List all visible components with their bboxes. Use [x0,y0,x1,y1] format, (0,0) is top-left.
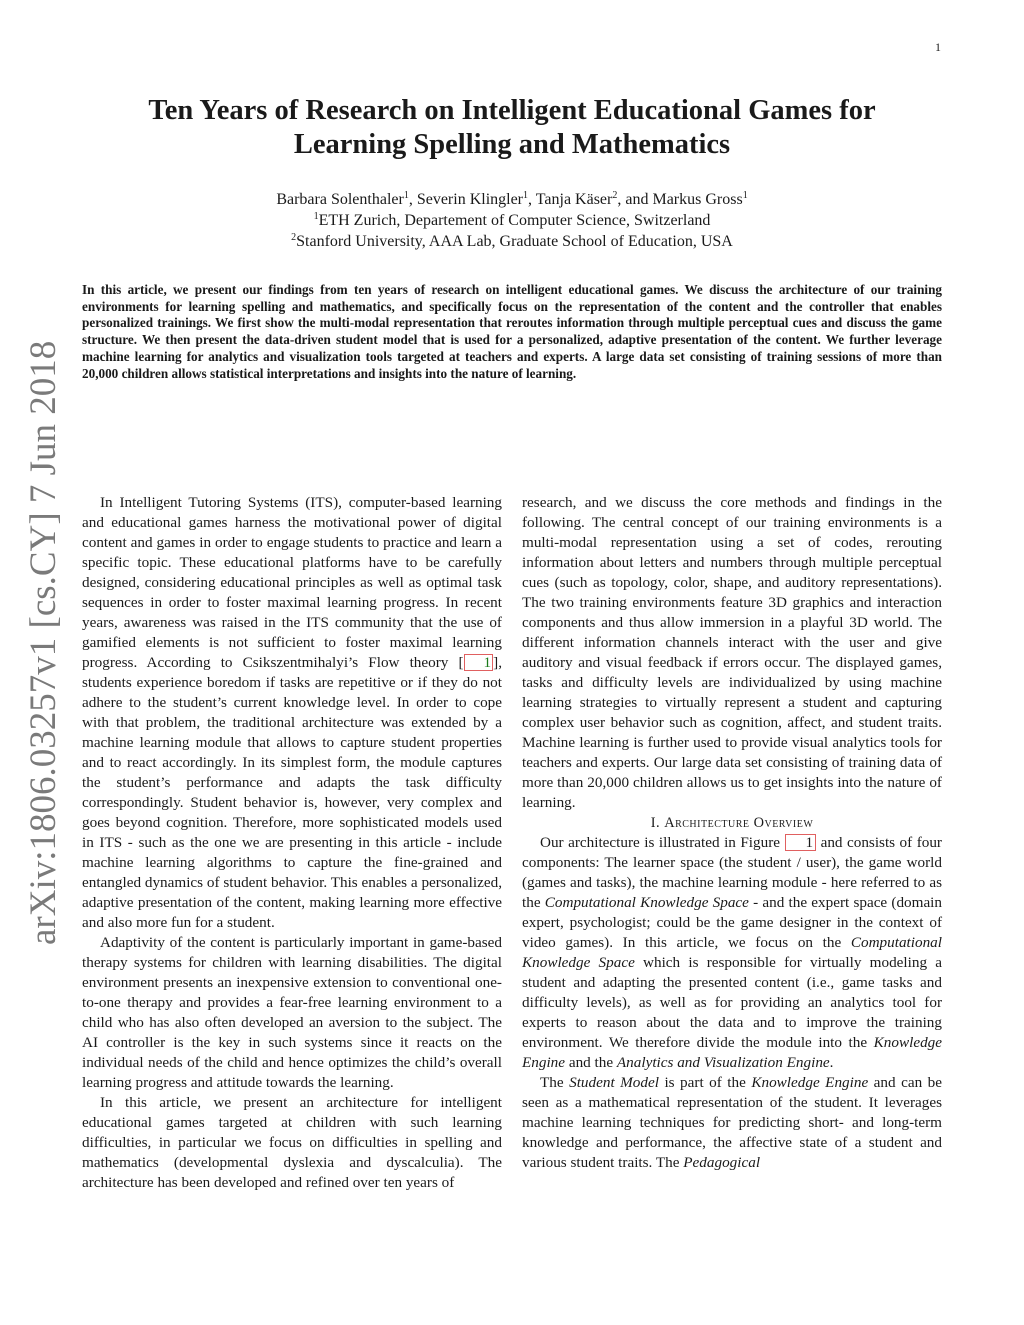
arch-p1-text-d: which is responsible for virtually modeling a student and adapting the presented content (i.e., game tasks and difficulty levels), as well as for providing an analytics tool for experts to reason about the data and to improve the training environment. We therefore divide the module into the [522,954,942,1051]
author-1: Barbara Solenthaler [276,191,404,208]
arch-p1-em-2: Computational Knowledge Space [522,934,942,971]
author-4-affil: 1 [742,190,748,201]
architecture-paragraph-1 [522,833,942,1073]
affiliation-2-mark: 2 [291,232,297,243]
arch-p2-text-c: and can be seen as a mathematical representation of the student. It leverages machine learning techniques for predicting short- and long-term knowledge and performance, the affective state of a student and various student traits. The [522,1074,942,1171]
author-4: Markus Gross [652,191,743,208]
affiliation-1-text: ETH Zurich, Departement of Computer Science, Switzerland [318,212,711,229]
section-title: Architecture Overview [664,815,814,831]
affiliation-1 [80,210,944,231]
left-column [82,493,502,1193]
author-3: Tanja Käser [535,191,613,208]
section-number: I. [650,815,665,831]
intro-paragraph-1 [82,493,502,933]
arch-p1-em-1: Computational Knowledge Space [544,894,749,911]
author-2-affil: 1 [523,190,529,201]
author-sep-3: , and [617,191,653,208]
arch-p1-text-b: and consists of four components: The learner space (the student / user), the game world (games and tasks), the machine learning module - here referred to as the [522,834,942,911]
arch-p2-em-3: Pedagogical [683,1154,761,1171]
author-2: Severin Klingler [416,191,524,208]
abstract: In this article, we present our findings from ten years of research on intelligent educational games. We discuss the architecture of our training environments for learning spelling and mathematics, and specifically focus on the representation of the content and the controller that enables personalized trainings. We first show the multi-modal representation that reroutes information through multiple perceptual cues and discuss the game structure. We then present the data-driven student model that is used for a personalized, adaptive presentation of the content. We further leverage machine learning for analytics and visualization tools targeted at teachers and experts. A large data set consisting of training sessions of more than 20,000 children allows statistical interpretations and insights into the nature of learning. [82,282,942,381]
intro-paragraph-3: In this article, we present an architecture for intelligent educational games targeted at children with such learning difficulties, in particular we focus on difficulties in spelling and mathematics (developmental dyslexia and dyscalculia). The architecture has been developed and refined over ten years of [82,1094,502,1191]
author-list [80,189,944,210]
author-3-affil: 2 [612,190,618,201]
title-line-1: Ten Years of Research on Intelligent Educational Games for [148,95,876,126]
affiliation-2 [80,231,944,252]
affiliation-2-text: Stanford University, AAA Lab, Graduate School of Education, USA [296,233,733,250]
intro-paragraph-continued: research, and we discuss the core methods and findings in the following. The central concept of our training environments is a multi-modal representation using a set of codes, rerouting information about letters and numbers through multiple perceptual cues (such as topology, color, shape, and auditory representations). The two training environments feature 3D graphics and interaction components and thus allow immersion in a playful 3D world. The different information channels interact with the user and give auditory and visual feedback if errors occur. The displayed games, tasks and difficulty levels are individualized by using machine learning strategies to virtually represent a student and capturing complex user behavior such as cognition, affect, and student traits. Machine learning is further used to provide visual analytics tools for teachers and experts. Our large data set consisting of training data of more than 20,000 children allows us to get insights into the nature of learning. [522,494,942,811]
arch-p1-text-c: - and the expert space (domain expert, psychologist; could be the game designer in the context of video games). In this article, we focus on the [522,894,942,951]
arch-p2-text-a: The [540,1074,570,1091]
arch-p1-text-a: Our architecture is illustrated in Figure [540,834,785,851]
citation-link[interactable]: 1 [464,654,494,671]
page-number: 1 [935,40,941,54]
right-column [522,493,942,1173]
author-sep-1: , [408,191,417,208]
paper-title [80,94,944,162]
architecture-paragraph-2 [522,1073,942,1173]
arch-p2-em-2: Knowledge Engine [751,1074,869,1091]
arch-p1-em-4: Analytics and Visualization Engine [616,1054,830,1071]
title-line-2: Learning Spelling and Mathematics [293,129,731,160]
arch-p1-text-f: . [829,1054,834,1071]
arch-p1-text-e: and the [565,1054,617,1071]
arch-p2-em-1: Student Model [569,1074,659,1091]
author-sep-2: , [528,191,536,208]
arxiv-stamp: arXiv:1806.03257v1 [cs.CY] 7 Jun 2018 [23,340,64,945]
author-1-affil: 1 [403,190,409,201]
intro-p1-text-a: In Intelligent Tutoring Systems (ITS), computer-based learning and educational games harness the motivational power of digital content and games in order to engage students to practice and learn a specific topic. These educational platforms have to be carefully designed, considering educational principles as well as optimal task sequences in order to foster maximal learning progress. In recent years, awareness was raised in the ITS community that the use of gamified elements is not sufficient to foster maximal learning progress. According to Csikszentmihalyi’s Flow theory [ [82,494,502,671]
arch-p1-em-3: Knowledge Engine [522,1034,942,1071]
figure-link[interactable]: 1 [785,834,817,851]
intro-p1-text-b: ], students experience boredom if tasks are repetitive or if they do not adhere to the student’s current knowledge level. In order to cope with that problem, the traditional architecture was extended by a machine learning module that allows to capture student properties and to react accordingly. In its simplest form, the module captures the student’s performance and adapts the task difficulty correspondingly. Student behavior is, however, very complex and goes beyond cognition. Therefore, more sophisticated models used in ITS - such as the one we are presenting in this article - include machine learning algorithms to capture the fine-grained and entangled dynamics of student behavior. This enables a personalized, adaptive presentation of the content, making learning more effective and also more fun for a student. [82,654,502,931]
author-block [80,189,944,252]
arch-p2-text-b: is part of the [658,1074,752,1091]
section-heading [522,813,942,833]
intro-paragraph-2: Adaptivity of the content is particularly important in game-based therapy systems for children with learning disabilities. The digital environment presents an inexpensive extension to conventional one-to-one therapy and provides a fear-free learning environment to a child who has also often developed an aversion to the subject. The AI controller is the key in such systems since it reacts on the individual needs of the child and hence optimizes the child’s overall learning progress and attitude towards the learning. [82,934,502,1091]
affiliation-1-mark: 1 [313,211,319,222]
